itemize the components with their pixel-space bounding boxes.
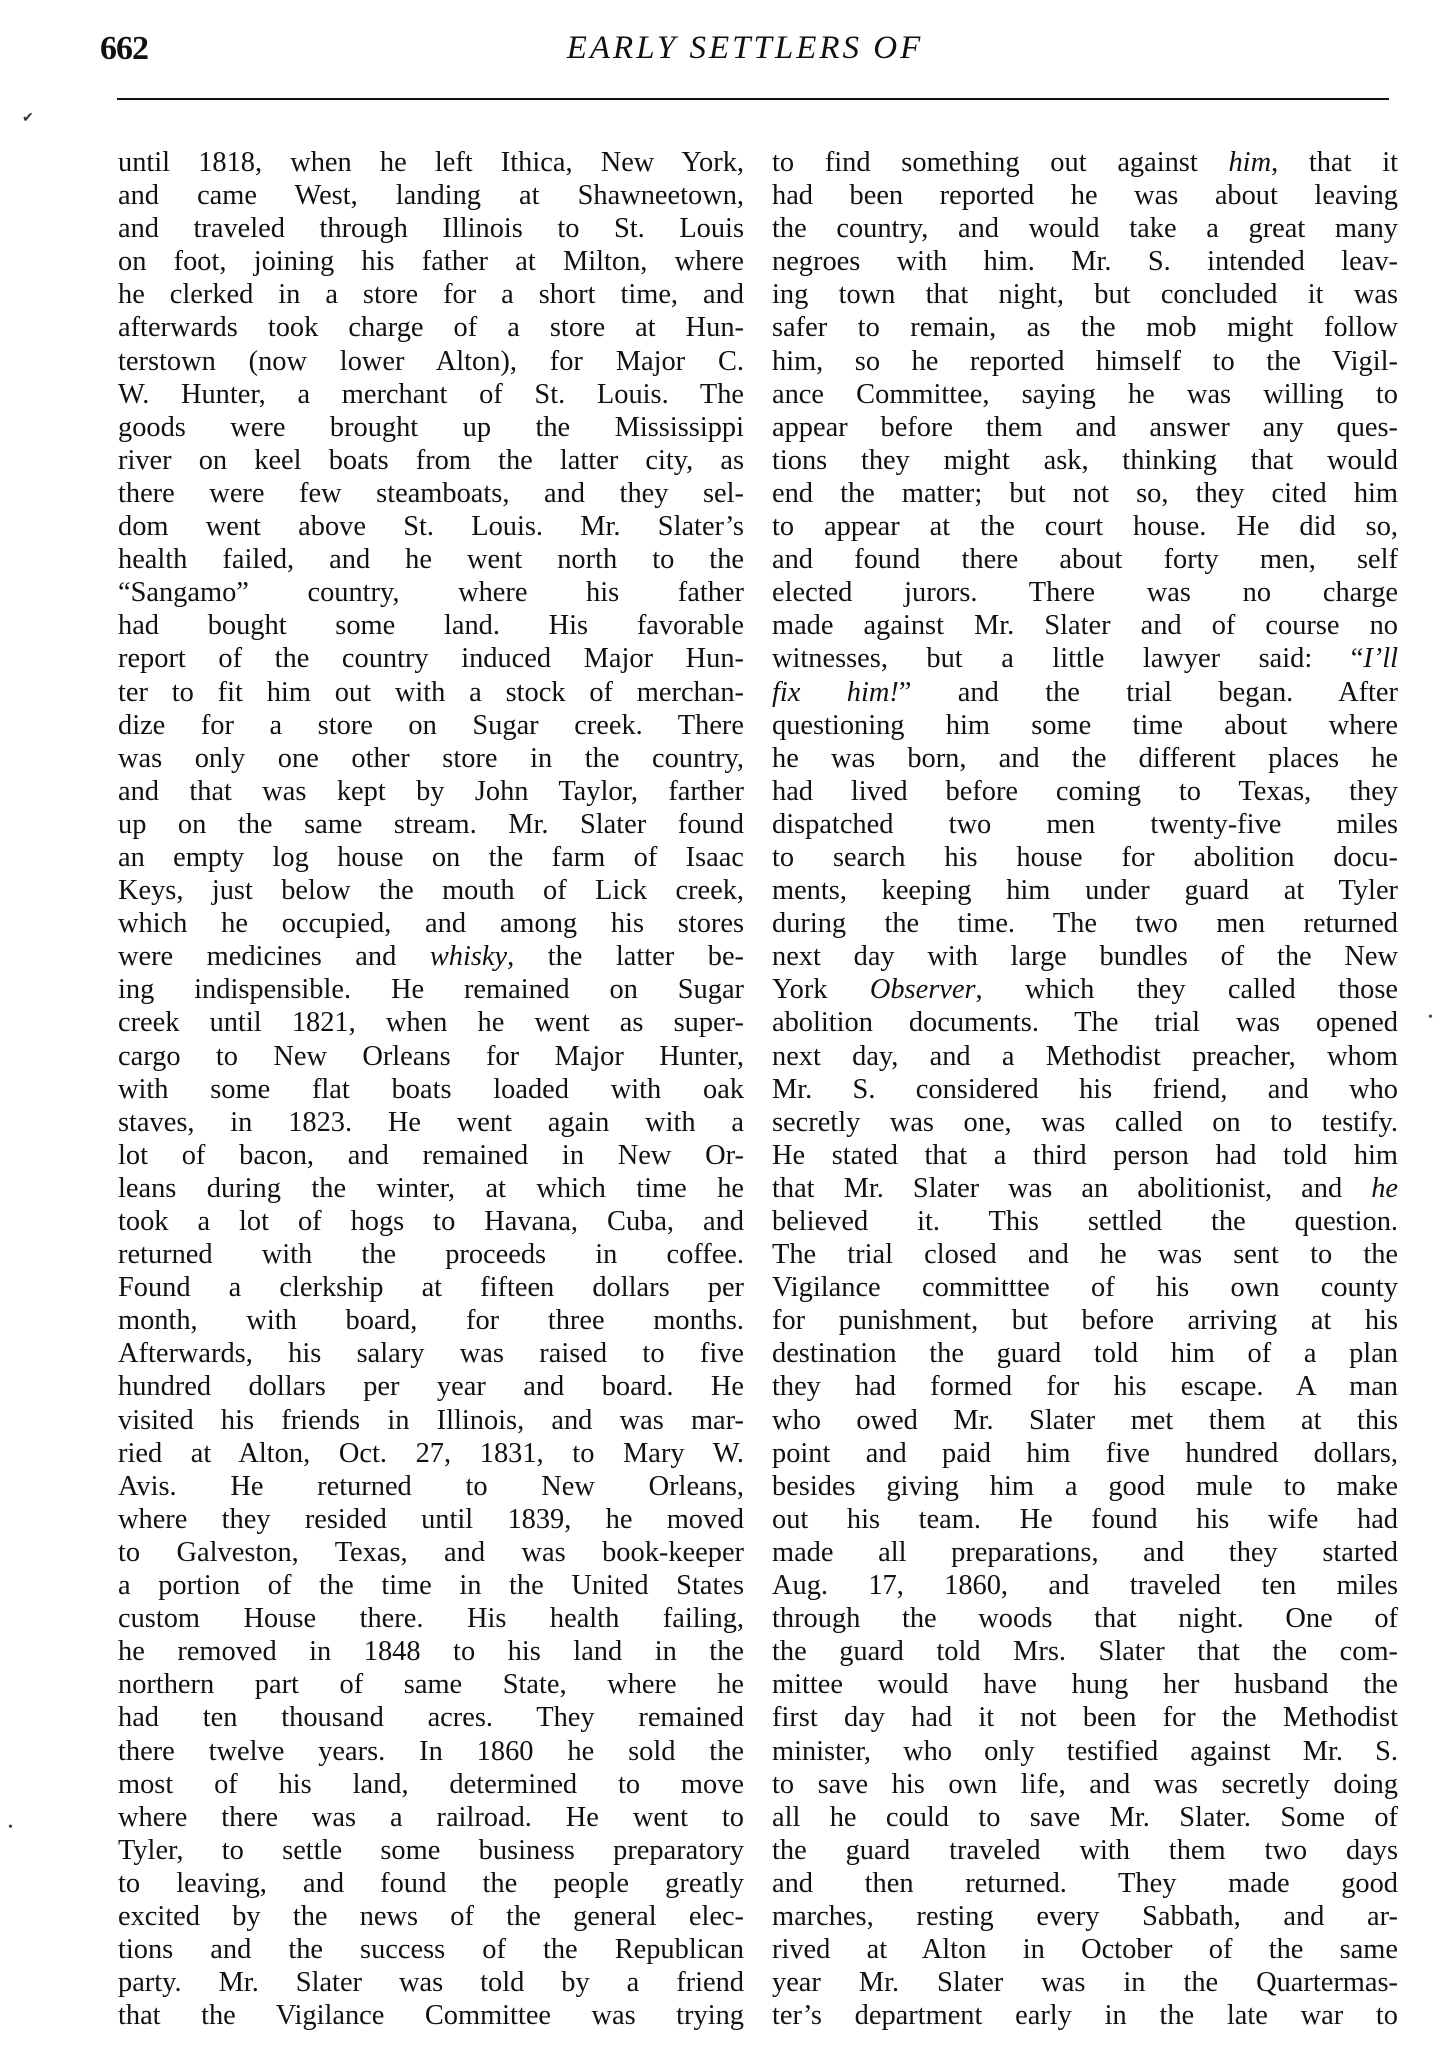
text-line: Mr. S. considered his friend, and who — [772, 1073, 1398, 1105]
running-title: EARLY SETTLERS OF — [566, 30, 924, 66]
text-line: party. Mr. Slater was told by a friend — [118, 1967, 744, 1999]
text-line: visited his friends in Illinois, and was mar- — [118, 1404, 744, 1436]
italic-text: fix him! — [772, 676, 899, 708]
text-line: that the Vigilance Committee was trying — [118, 2000, 744, 2032]
text-line: dispatched two men twenty-five miles — [772, 808, 1398, 840]
text-line: had been reported he was about leaving — [772, 180, 1398, 212]
text-line: questioning him some time about where — [772, 709, 1398, 741]
margin-mark: ✔ — [22, 111, 34, 126]
text-line: tions they might ask, thinking that would — [772, 444, 1398, 476]
text-line: witnesses, but a little lawyer said: “I’ll — [772, 643, 1398, 675]
text-line: Aug. 17, 1860, and traveled ten miles — [772, 1570, 1398, 1602]
text-line: was only one other store in the country, — [118, 742, 744, 774]
text-line: first day had it not been for the Methodist — [772, 1702, 1398, 1734]
text-line: all he could to save Mr. Slater. Some of — [772, 1801, 1398, 1833]
margin-dot: • — [1428, 1010, 1433, 1025]
text-line: terstown (now lower Alton), for Major C. — [118, 345, 744, 377]
text-line: through the woods that night. One of — [772, 1603, 1398, 1635]
text-line: river on keel boats from the latter city, as — [118, 444, 744, 476]
text-line: ing town that night, but concluded it was — [772, 279, 1398, 311]
text-line: minister, who only testified against Mr. S. — [772, 1735, 1398, 1767]
page-number: 662 — [100, 30, 148, 67]
text-line: to save his own life, and was secretly doing — [772, 1768, 1398, 1800]
text-line: rived at Alton in October of the same — [772, 1934, 1398, 1966]
text-line: the guard told Mrs. Slater that the com- — [772, 1636, 1398, 1668]
text-line: cargo to New Orleans for Major Hunter, — [118, 1040, 744, 1072]
text-line: tions and the success of the Republican — [118, 1934, 744, 1966]
text-line: there were few steamboats, and they sel- — [118, 477, 744, 509]
text-line: ried at Alton, Oct. 27, 1831, to Mary W. — [118, 1437, 744, 1469]
text-line: mittee would have hung her husband the — [772, 1669, 1398, 1701]
text-line: returned with the proceeds in coffee. — [118, 1239, 744, 1271]
text-line: that Mr. Slater was an abolitionist, and he — [772, 1172, 1398, 1204]
text-line: to leaving, and found the people greatly — [118, 1867, 744, 1899]
text-line: until 1818, when he left Ithica, New York, — [118, 147, 744, 178]
text-line: dize for a store on Sugar creek. There — [118, 709, 744, 741]
text-line: excited by the news of the general elec- — [118, 1900, 744, 1932]
header-rule — [117, 98, 1389, 100]
text-line: and then returned. They made good — [772, 1867, 1398, 1899]
text-line: “Sangamo” country, where his father — [118, 577, 744, 609]
text-line: believed it. This settled the question. — [772, 1206, 1398, 1237]
text-line: up on the same stream. Mr. Slater found — [118, 808, 744, 840]
text-line: who owed Mr. Slater met them at this — [772, 1404, 1398, 1436]
text-line: and that was kept by John Taylor, farther — [118, 775, 744, 807]
text-line: abolition documents. The trial was opened — [772, 1007, 1398, 1039]
text-line: made all preparations, and they started — [772, 1536, 1398, 1568]
text-line: for punishment, but before arriving at his — [772, 1305, 1398, 1337]
text-line: month, with board, for three months. — [118, 1305, 744, 1337]
page-header — [100, 30, 1390, 80]
italic-text: whisky — [429, 941, 508, 973]
text-line: with some flat boats loaded with oak — [118, 1073, 744, 1105]
text-line: to appear at the court house. He did so, — [772, 511, 1398, 543]
italic-text: he — [1371, 1172, 1398, 1204]
text-line: Vigilance committtee of his own county — [772, 1272, 1398, 1304]
text-line: year Mr. Slater was in the Quartermas- — [772, 1967, 1398, 1999]
text-line: an empty log house on the farm of Isaac — [118, 841, 744, 873]
text-line: ter to fit him out with a stock of merchan- — [118, 676, 744, 708]
text-line: health failed, and he went north to the — [118, 544, 744, 576]
text-line: creek until 1821, when he went as super- — [118, 1007, 744, 1039]
text-line: report of the country induced Major Hun- — [118, 643, 744, 675]
text-line: Avis. He returned to New Orleans, — [118, 1470, 744, 1502]
text-line: Found a clerkship at fifteen dollars per — [118, 1272, 744, 1304]
text-line: marches, resting every Sabbath, and ar- — [772, 1900, 1398, 1932]
text-line: to Galveston, Texas, and was book-keeper — [118, 1536, 744, 1568]
text-line: on foot, joining his father at Milton, where — [118, 246, 744, 278]
italic-text: Observer — [869, 974, 976, 1006]
text-line: afterwards took charge of a store at Hun- — [118, 312, 744, 344]
text-line: leans during the winter, at which time he — [118, 1172, 744, 1204]
text-line: ance Committee, saying he was willing to — [772, 378, 1398, 410]
text-line: safer to remain, as the mob might follow — [772, 312, 1398, 344]
text-line: secretly was one, was called on to testify. — [772, 1106, 1398, 1138]
text-line: the country, and would take a great many — [772, 213, 1398, 245]
text-line: hundred dollars per year and board. He — [118, 1371, 744, 1403]
text-line: end the matter; but not so, they cited him — [772, 477, 1398, 509]
text-line: him, so he reported himself to the Vigil- — [772, 345, 1398, 377]
italic-text: I’ll — [1363, 643, 1398, 675]
text-line: he clerked in a store for a short time, and — [118, 279, 744, 311]
text-line: point and paid him five hundred dollars, — [772, 1437, 1398, 1469]
text-line: ing indispensible. He remained on Sugar — [118, 974, 744, 1006]
left-column — [118, 146, 744, 2032]
text-line: appear before them and answer any ques- — [772, 411, 1398, 443]
text-line: had ten thousand acres. They remained — [118, 1702, 744, 1734]
text-line: he removed in 1848 to his land in the — [118, 1636, 744, 1668]
text-line: most of his land, determined to move — [118, 1768, 744, 1800]
right-column — [772, 146, 1398, 2032]
text-line: to search his house for abolition docu- — [772, 841, 1398, 873]
text-line: where there was a railroad. He went to — [118, 1801, 744, 1833]
text-line: during the time. The two men returned — [772, 908, 1398, 940]
text-line: ter’s department early in the late war to — [772, 2000, 1398, 2032]
text-line: where they resided until 1839, he moved — [118, 1503, 744, 1535]
text-line: made against Mr. Slater and of course no — [772, 610, 1398, 642]
text-line: the guard traveled with them two days — [772, 1834, 1398, 1866]
text-line: goods were brought up the Mississippi — [118, 411, 744, 443]
margin-dot: • — [8, 1820, 13, 1835]
text-line: and came West, landing at Shawneetown, — [118, 180, 744, 212]
text-line: dom went above St. Louis. Mr. Slater’s — [118, 511, 744, 543]
text-line: took a lot of hogs to Havana, Cuba, and — [118, 1206, 744, 1237]
text-line: Tyler, to settle some business preparatory — [118, 1834, 744, 1866]
text-line: northern part of same State, where he — [118, 1669, 744, 1701]
text-line: out his team. He found his wife had — [772, 1503, 1398, 1535]
text-line: Keys, just below the mouth of Lick creek, — [118, 875, 744, 907]
text-line: had lived before coming to Texas, they — [772, 775, 1398, 807]
text-line: and found there about forty men, self — [772, 544, 1398, 576]
text-line: W. Hunter, a merchant of St. Louis. The — [118, 378, 744, 410]
text-line: he was born, and the different places he — [772, 742, 1398, 774]
text-line: He stated that a third person had told him — [772, 1139, 1398, 1171]
text-line: a portion of the time in the United States — [118, 1570, 744, 1602]
text-line: staves, in 1823. He went again with a — [118, 1106, 744, 1138]
text-line: had bought some land. His favorable — [118, 610, 744, 642]
text-line: fix him!” and the trial began. After — [772, 676, 1398, 708]
text-line: next day, and a Methodist preacher, whom — [772, 1040, 1398, 1072]
text-line: which he occupied, and among his stores — [118, 908, 744, 940]
text-line: and traveled through Illinois to St. Louis — [118, 213, 744, 245]
text-line: custom House there. His health failing, — [118, 1603, 744, 1635]
text-line: there twelve years. In 1860 he sold the — [118, 1735, 744, 1767]
text-line: The trial closed and he was sent to the — [772, 1239, 1398, 1271]
text-line: were medicines and whisky, the latter be- — [118, 941, 744, 973]
text-line: to find something out against him, that it — [772, 147, 1398, 178]
text-line: they had formed for his escape. A man — [772, 1371, 1398, 1403]
italic-text: him — [1228, 147, 1272, 178]
text-line: elected jurors. There was no charge — [772, 577, 1398, 609]
text-line: York Observer, which they called those — [772, 974, 1398, 1006]
text-line: negroes with him. Mr. S. intended leav- — [772, 246, 1398, 278]
text-line: besides giving him a good mule to make — [772, 1470, 1398, 1502]
text-line: ments, keeping him under guard at Tyler — [772, 875, 1398, 907]
text-line: destination the guard told him of a plan — [772, 1338, 1398, 1370]
text-line: next day with large bundles of the New — [772, 941, 1398, 973]
text-line: Afterwards, his salary was raised to five — [118, 1338, 744, 1370]
text-line: lot of bacon, and remained in New Or- — [118, 1139, 744, 1171]
